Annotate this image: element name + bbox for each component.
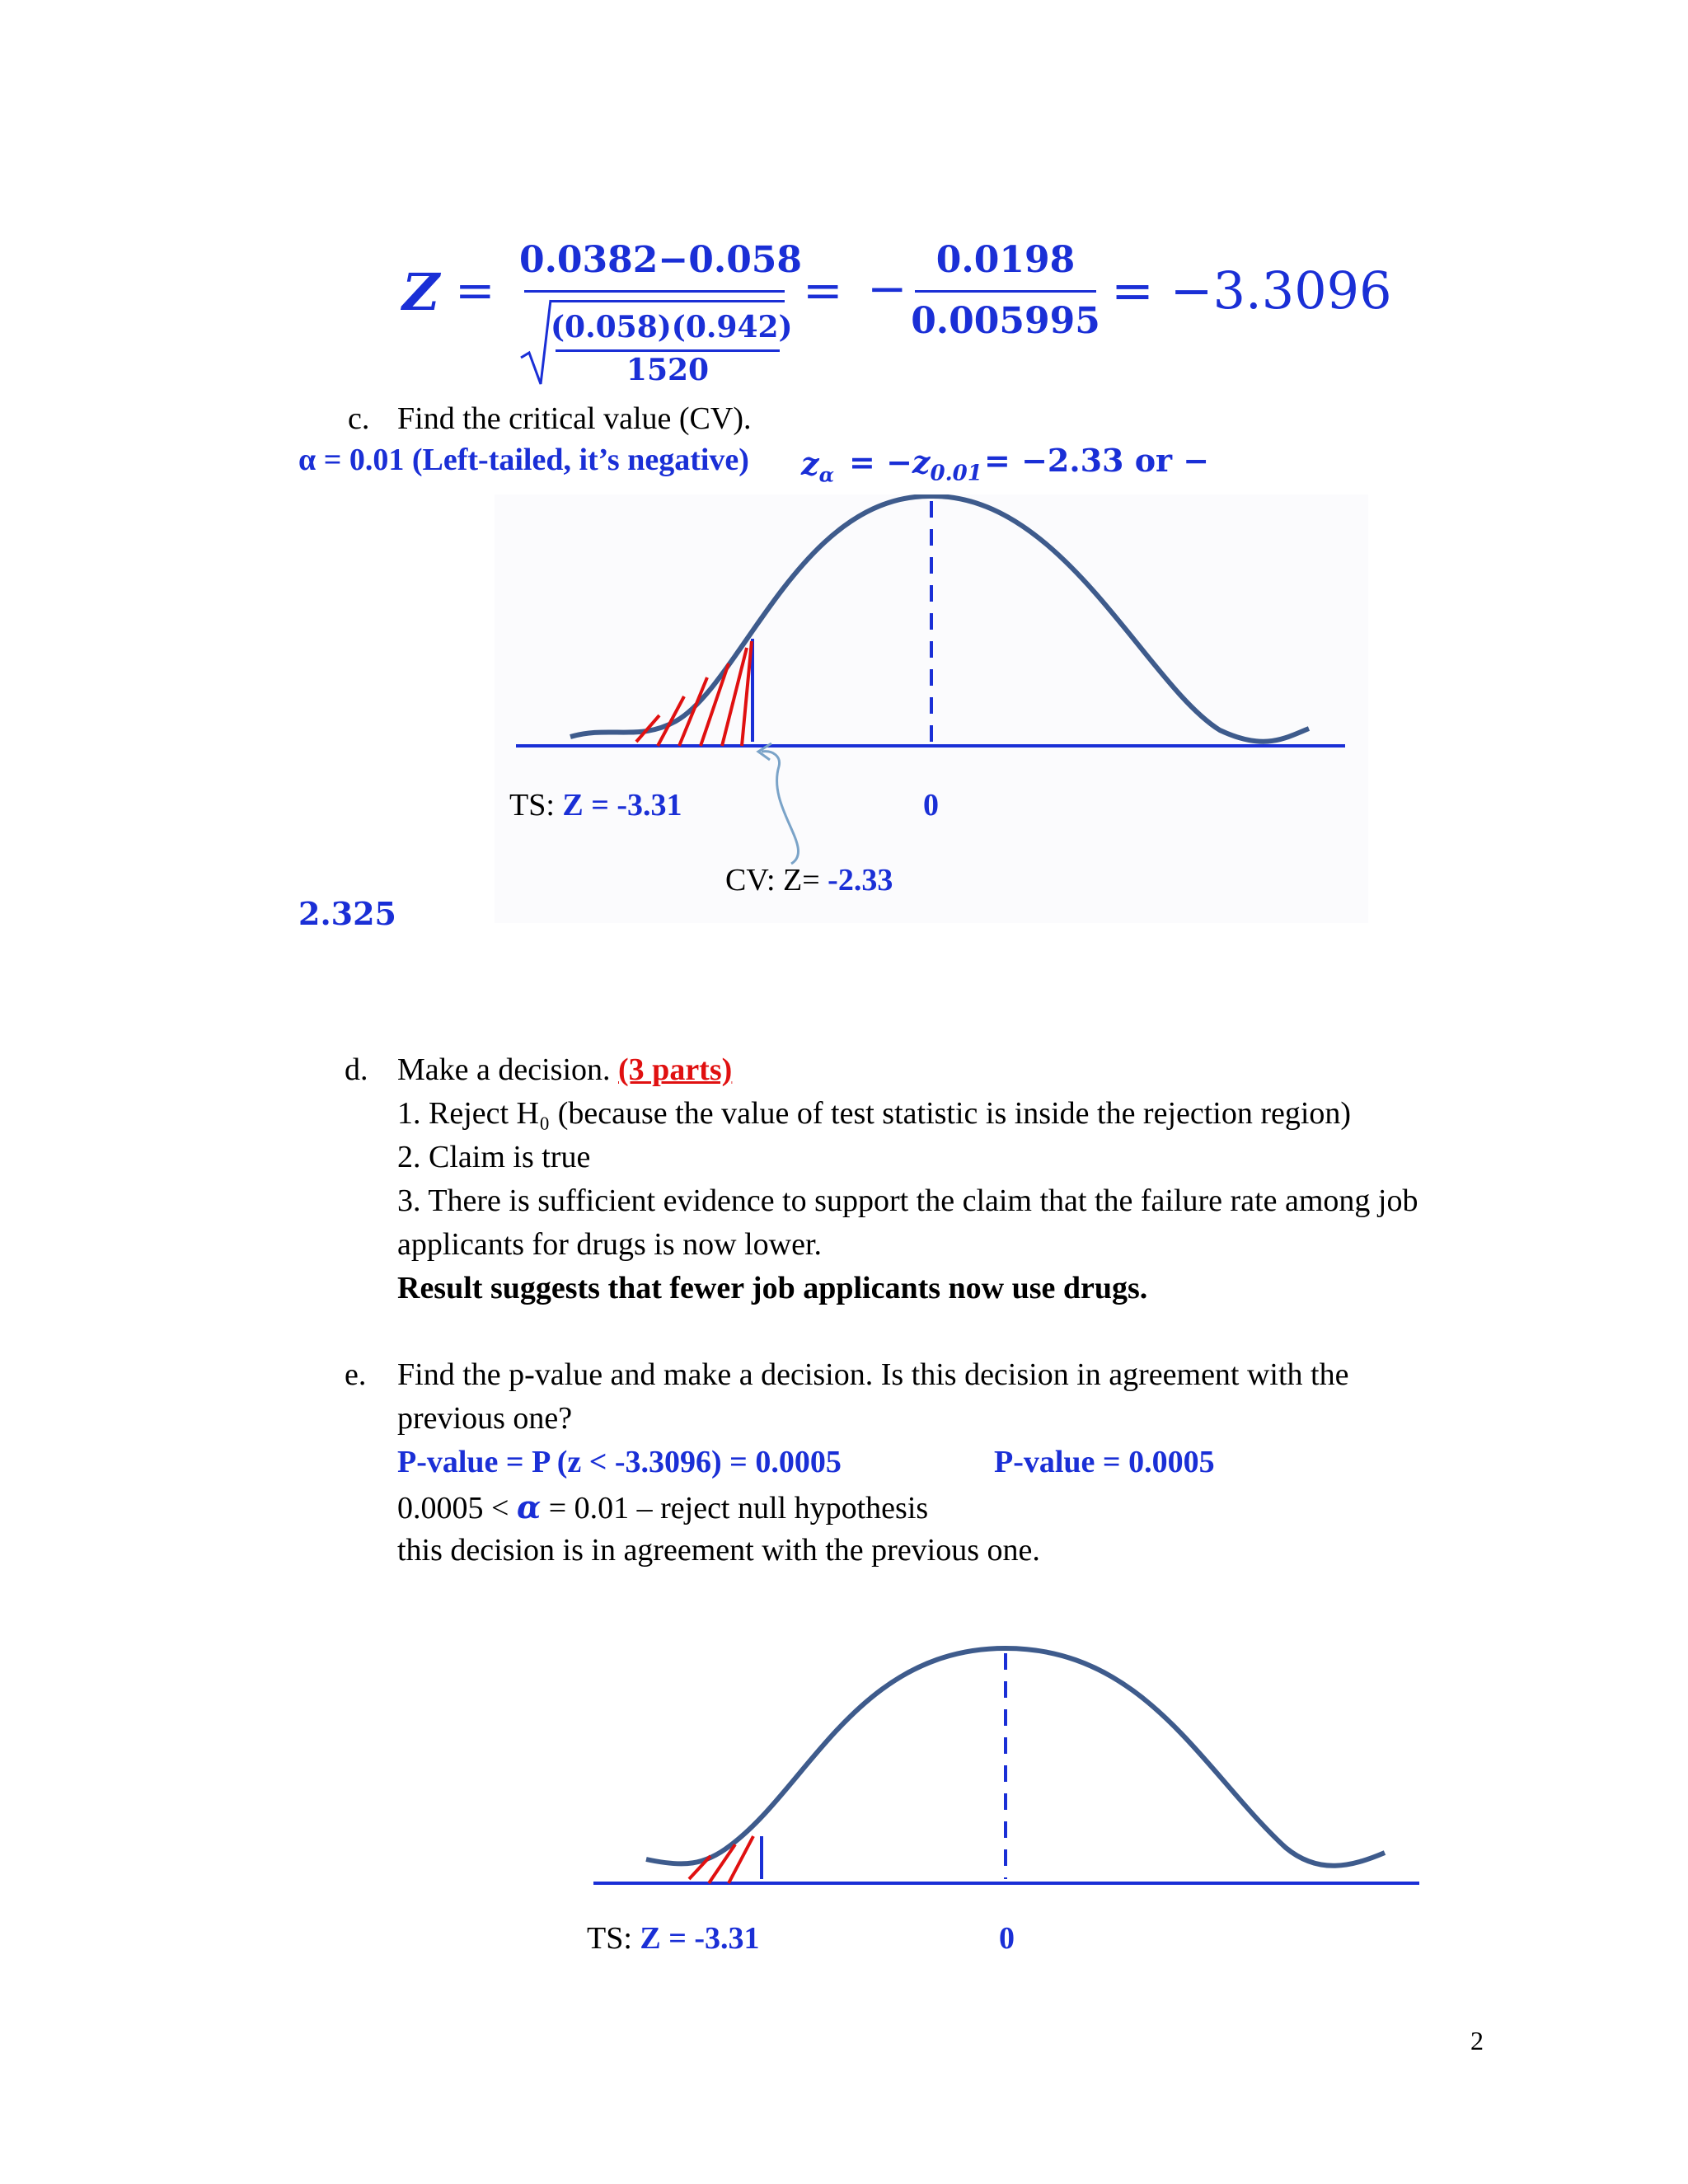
equals-sign: = — [455, 262, 495, 318]
sqrt-overline — [551, 300, 785, 302]
graph-1-zero-label: 0 — [923, 788, 939, 823]
pvalue-calculation: P-value = P (z < -3.3096) = 0.0005 — [397, 1445, 842, 1479]
result-statement: Result suggests that fewer job applicants now use drugs. — [397, 1271, 1148, 1305]
agreement-statement: this decision is in agreement with the previous one. — [397, 1533, 1040, 1568]
cv-label-text: CV: Z= — [725, 863, 828, 898]
part-d-heading — [397, 1052, 732, 1088]
ts-value-2: Z = -3.31 — [640, 1921, 760, 1956]
z-critical-subscript: 0.01 — [930, 461, 982, 486]
part-e-heading-line-2: previous one? — [397, 1401, 573, 1436]
part-d-heading-text: Make a decision. — [397, 1052, 619, 1087]
z-result: = −3.3096 — [1111, 260, 1392, 321]
denominator-2: 0.005995 — [911, 300, 1100, 342]
inner-fraction-bar — [556, 349, 780, 352]
z-critical-value: = −2.33 or − — [984, 442, 1210, 479]
z-alpha-subscript: α — [818, 462, 835, 487]
pvalue-result: P-value = 0.0005 — [994, 1445, 1215, 1479]
decision-item-3-line-1: 3. There is sufficient evidence to support the claim that the failure rate among job — [397, 1183, 1418, 1218]
decision-item-1: 1. Reject H₀ (because the value of test statistic is inside the rejection region) — [397, 1096, 1352, 1131]
graph-2-ts-label — [587, 1920, 760, 1957]
inner-denominator: 1520 — [626, 353, 710, 387]
numerator-1: 0.0382−0.058 — [519, 239, 803, 281]
inner-numerator: (0.058)(0.942) — [551, 310, 793, 344]
z-symbol: Z — [402, 262, 440, 322]
ts-label-text: TS: — [509, 788, 563, 823]
z-alpha — [801, 445, 834, 487]
z-critical-expr — [849, 443, 982, 486]
three-parts-note: (3 parts) — [618, 1052, 733, 1087]
sqrt-icon — [519, 298, 552, 389]
graph-1-ts-label — [509, 787, 682, 823]
equals-sign-2: = — [803, 262, 843, 318]
graph-2-zero-label: 0 — [999, 1921, 1015, 1956]
fraction-bar-2 — [915, 290, 1096, 293]
comparison-right: = 0.01 – reject null hypothesis — [541, 1491, 929, 1526]
z-critical-value-cont: 2.325 — [298, 895, 396, 932]
ts-label-text-2: TS: — [587, 1921, 640, 1956]
numerator-2: 0.0198 — [935, 239, 1076, 281]
part-c-marker: c. — [348, 401, 370, 436]
decision-item-3-line-2: applicants for drugs is now lower. — [397, 1227, 823, 1262]
pvalue-comparison — [397, 1488, 928, 1526]
z-critical-label: = −z — [849, 443, 931, 480]
alpha-symbol: α — [516, 1488, 542, 1526]
z-alpha-symbol: z — [801, 445, 819, 482]
comparison-left: 0.0005 < — [397, 1491, 517, 1526]
alpha-line: α = 0.01 (Left-tailed, it’s negative) — [298, 443, 749, 477]
part-e-marker: e. — [345, 1357, 367, 1392]
page-number: 2 — [1470, 2026, 1484, 2055]
normal-curve-graph-2 — [577, 1632, 1434, 1904]
part-d-marker: d. — [345, 1052, 368, 1087]
graph-1-cv-label — [725, 862, 893, 898]
decision-item-2: 2. Claim is true — [397, 1140, 591, 1174]
part-c-heading: Find the critical value (CV). — [397, 401, 752, 436]
ts-value: Z = -3.31 — [562, 788, 682, 823]
minus-sign: − — [867, 260, 907, 316]
fraction-bar-1 — [524, 290, 785, 293]
cv-value: -2.33 — [828, 863, 893, 898]
part-e-heading-line-1: Find the p-value and make a decision. Is this decision in agreement with the — [397, 1357, 1349, 1392]
graph-2-bell-curve — [646, 1648, 1385, 1866]
normal-curve-graph-1 — [495, 494, 1368, 923]
